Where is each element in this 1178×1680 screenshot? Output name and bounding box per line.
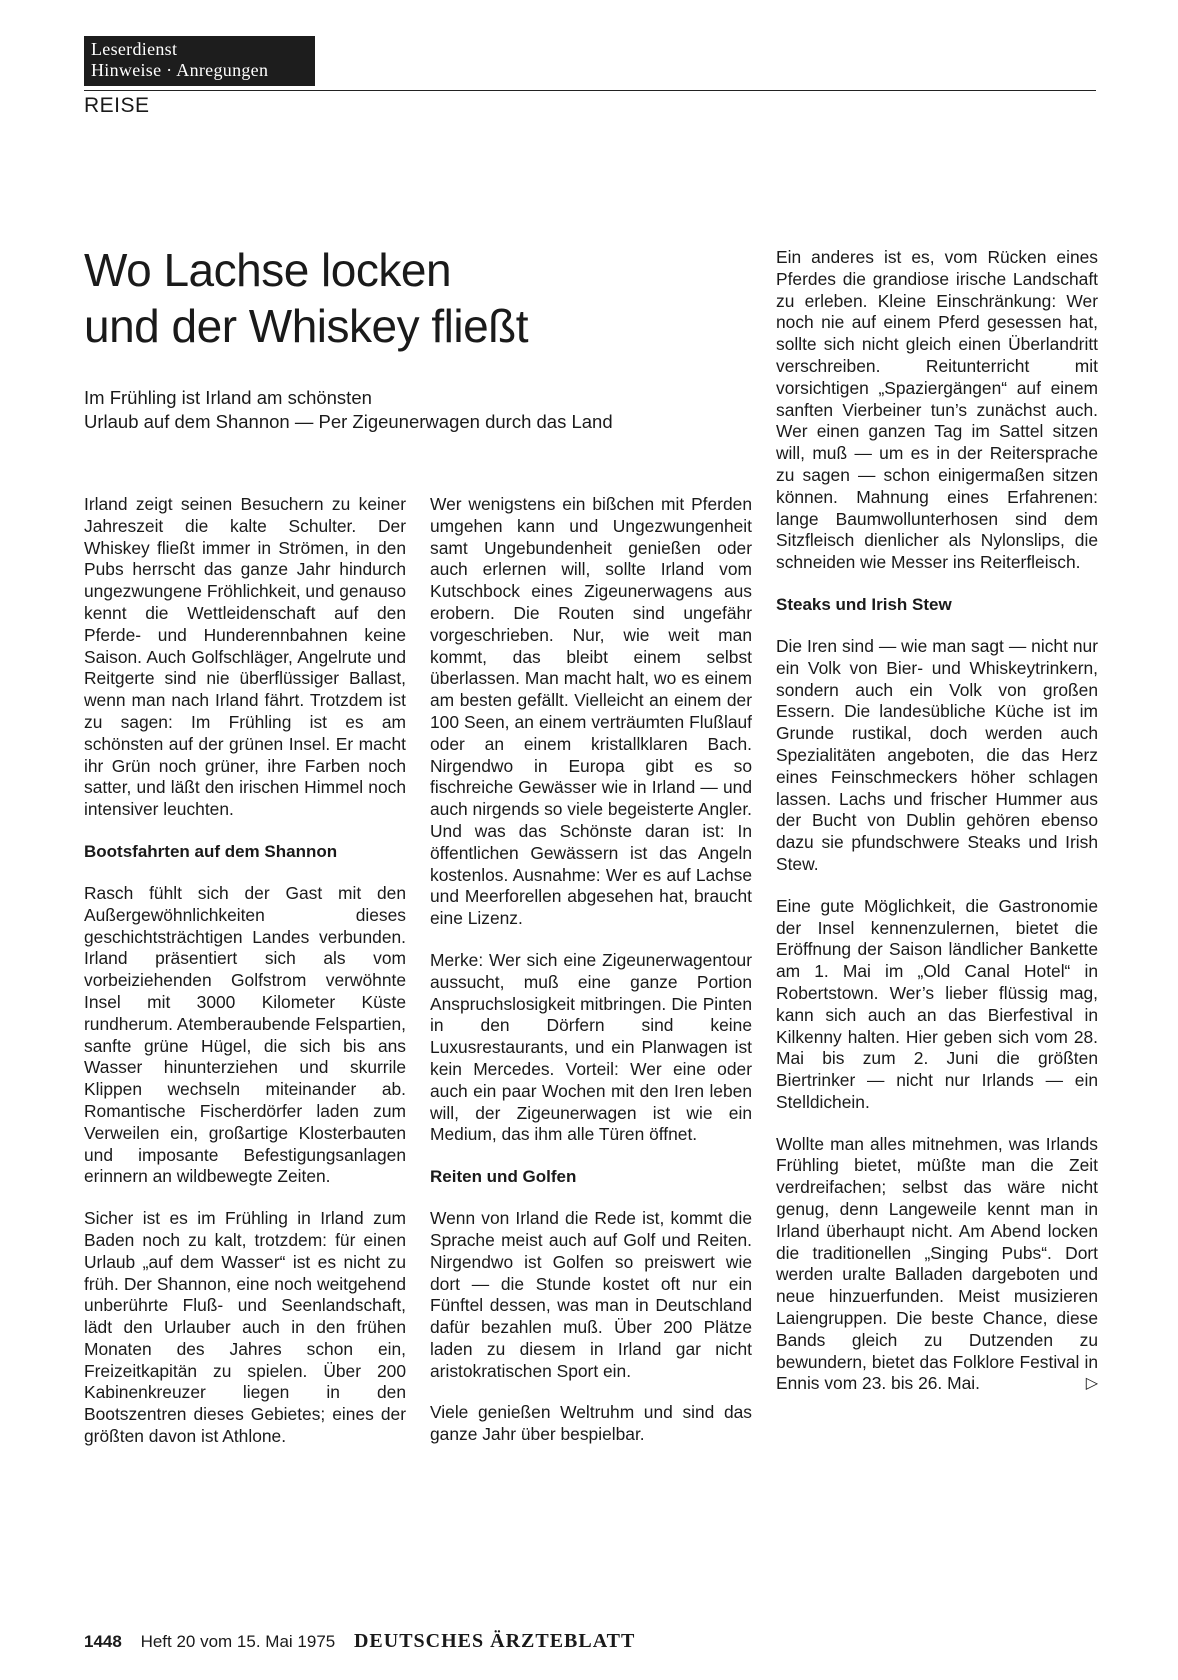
paragraph: Irland zeigt seinen Besuchern zu keiner Jahreszeit die kalte Schulter. Der Whiskey fließt immer in Strömen, in den Pubs herrscht das ganze Jahr hindurch ungezwungene Fröhlichkeit, und genauso kennt die Wettleidenschaft auf den Pferde- und Hunderennbahnen keine Saison. Auch Golfschläger, Angelrute und Reitgerte sind nie überflüssiger Ballast, wenn man nach Irland fährt. Trotzdem ist zu sagen: Im Frühling ist es am schönsten auf der grünen Insel. Er macht ihr Grün noch grüner, ihre Farben noch satter, und läßt den irischen Himmel noch intensiver leuchten. [84,494,406,820]
section-label: REISE [84,94,150,117]
text-column-3 [776,247,1098,1415]
subheading: Bootsfahrten auf dem Shannon [84,841,338,861]
page-number: 1448 [84,1632,122,1651]
badge-line-2: Hinweise · Anregungen [91,60,269,80]
header-rule [84,90,1096,91]
magazine-name: DEUTSCHES ÄRZTEBLATT [353,1630,636,1652]
subhead-line-1: Im Frühling ist Irland am schönsten [84,387,372,408]
paragraph: Die Iren sind — wie man sagt — nicht nur ein Volk von Bier- und Whiskeytrinkern, sondern auch ein Volk von großen Essern. Die landesübliche Küche ist im Grunde rustikal, doch werden auch Spezialitäten angeboten, die das Herz eines Feinschmeckers höher schlagen lassen. Lachs und frischer Hummer aus der Bucht von Dublin gehören ebenso dazu sie pfundschwere Steaks und Irish Stew. [776,635,1098,874]
article-headline [84,242,704,354]
paragraph: Wer wenigstens ein bißchen mit Pferden umgehen kann und Ungezwungenheit samt Ungebundenheit genießen oder auch erlernen will, sollte Irland vom Kutschbock eines Zigeunerwagens aus erobern. Die Routen sind ungefähr vorgeschrieben. Nur, wie weit man kommt, das bleibt einem selbst überlassen. Man macht halt, wo es einem am besten gefällt. Vielleicht an einem der 100 Seen, an einem verträumten Flußlauf oder an einem kristallklaren Bach. Nirgendwo in Europa gibt es so fischreiche Gewässer wie in Irland — und auch nirgends so viele begeisterte Angler. Und was das Schönste daran ist: In öffentlichen Gewässern ist das Angeln kostenlos. Ausnahme: Wer es auf Lachse und Meerforellen abgesehen hat, braucht eine Lizenz. [430,494,752,929]
badge-line-1: Leserdienst [91,39,178,59]
paragraph [776,1134,1098,1396]
text-column-2 [430,494,752,1466]
issue-info: Heft 20 vom 15. Mai 1975 [140,1632,336,1651]
subheading: Steaks und Irish Stew [776,594,952,614]
paragraph: Eine gute Möglichkeit, die Gastronomie der Insel kennenzulernen, bietet die Eröffnung der Saison ländlicher Bankette am 1. Mai im „Old Canal Hotel“ in Robertstown. Wer’s lieber flüssig mag, kann sich auch an das Bierfestival in Kilkenny halten. Hier geben sich vom 28. Mai bis zum 2. Juni die größten Biertrinker — nicht nur Irlands — ein Stelldichein. [776,895,1098,1112]
paragraph: Sicher ist es im Frühling in Irland zum Baden noch zu kalt, trotzdem: für einen Urlaub „auf dem Wasser“ ist es nicht zu früh. Der Shannon, eine noch weitgehend unberührte Fluß- und Seenlandschaft, lädt den Urlauber auch in den frühen Monaten des Jahres schon ein, Freizeitkapitän zu spielen. Über 200 Kabinenkreuzer liegen in den Bootszentren dieses Gebietes; eines der größten davon ist Athlone. [84,1208,406,1447]
paragraph: Rasch fühlt sich der Gast mit den Außergewöhnlichkeiten dieses geschichtsträchtigen Landes verbunden. Irland präsentiert sich als vom vorbeiziehenden Golfstrom verwöhnte Insel mit 3000 Kilometer Küste rundherum. Atemberaubende Felspartien, sanfte grüne Hügel, die sich bis ans Wasser hinunterziehen und skurrile Klippen wechseln miteinander ab. Romantische Fischerdörfer laden zum Verweilen ein, großartige Klosterbauten und imposante Befestigungsanlagen erinnern an wildbewegte Zeiten. [84,882,406,1187]
subhead-line-2: Urlaub auf dem Shannon — Per Zigeunerwagen durch das Land [84,411,613,432]
headline-line-1: Wo Lachse locken [84,244,452,296]
paragraph: Wenn von Irland die Rede ist, kommt die Sprache meist auch auf Golf und Reiten. Nirgendwo ist Golfen so preiswert wie dort — die Stunde kostet oft nur ein Fünftel dessen, was man in Deutschland dafür bezahlen muß. Über 200 Plätze laden zu diesem in Irland gar nicht aristokratischen Sport ein. [430,1208,752,1381]
paragraph: Ein anderes ist es, vom Rücken eines Pferdes die grandiose irische Landschaft zu erleben. Kleine Einschränkung: Wer noch nie auf einem Pferd gesessen hat, sollte sich nicht gleich einen Überlandritt verschreiben. Reitunterricht mit vorsichtigen „Spaziergängen“ auf einem sanften Vierbeiner tun’s zunächst auch. Wer einen ganzen Tag im Sattel sitzen will, muß — um es in der Reitersprache zu sagen — schon einigermaßen sitzen können. Mahnung eines Erfahrenen: lange Baumwollunterhosen sind dem Sitzfleisch dienlicher als Nylonslips, die schneiden wie Messer ins Reiterfleisch. [776,247,1098,573]
page-footer [84,1630,635,1653]
text-column-1 [84,494,406,1468]
subheading: Reiten und Golfen [430,1167,577,1187]
paragraph: Merke: Wer sich eine Zigeunerwagentour aussucht, muß eine ganze Portion Anspruchslosigkeit mitbringen. Die Pinten in den Dörfern sind keine Luxusrestaurants, und ein Planwagen ist kein Mercedes. Vorteil: Wer eine oder auch ein paar Wochen mit den Iren leben will, der Zigeunerwagen ist wie ein Medium, das ihm alle Türen öffnet. [430,949,752,1145]
headline-line-2: und der Whiskey fließt [84,300,529,352]
article-subhead [84,386,764,434]
column-badge [84,36,315,86]
paragraph-text: Wollte man alles mitnehmen, was Irlands Frühling bietet, müßte man die Zeit verdreifachen; selbst das wäre nicht genug, denn Langeweile kennt man in Irland überhaupt nicht. Am Abend locken die traditionellen „Singing Pubs“. Dort werden uralte Balladen dargeboten und neue hinzuerfunden. Meist musizieren Laiengruppen. Die beste Chance, diese Bands gleich zu Dutzenden zu bewundern, bietet das Folklore Festival in Ennis vom 23. bis 26. Mai. [776,1133,1098,1394]
continue-arrow-icon: ▷ [1085,1375,1098,1393]
paragraph: Viele genießen Weltruhm und sind das ganze Jahr über bespielbar. [430,1402,752,1445]
